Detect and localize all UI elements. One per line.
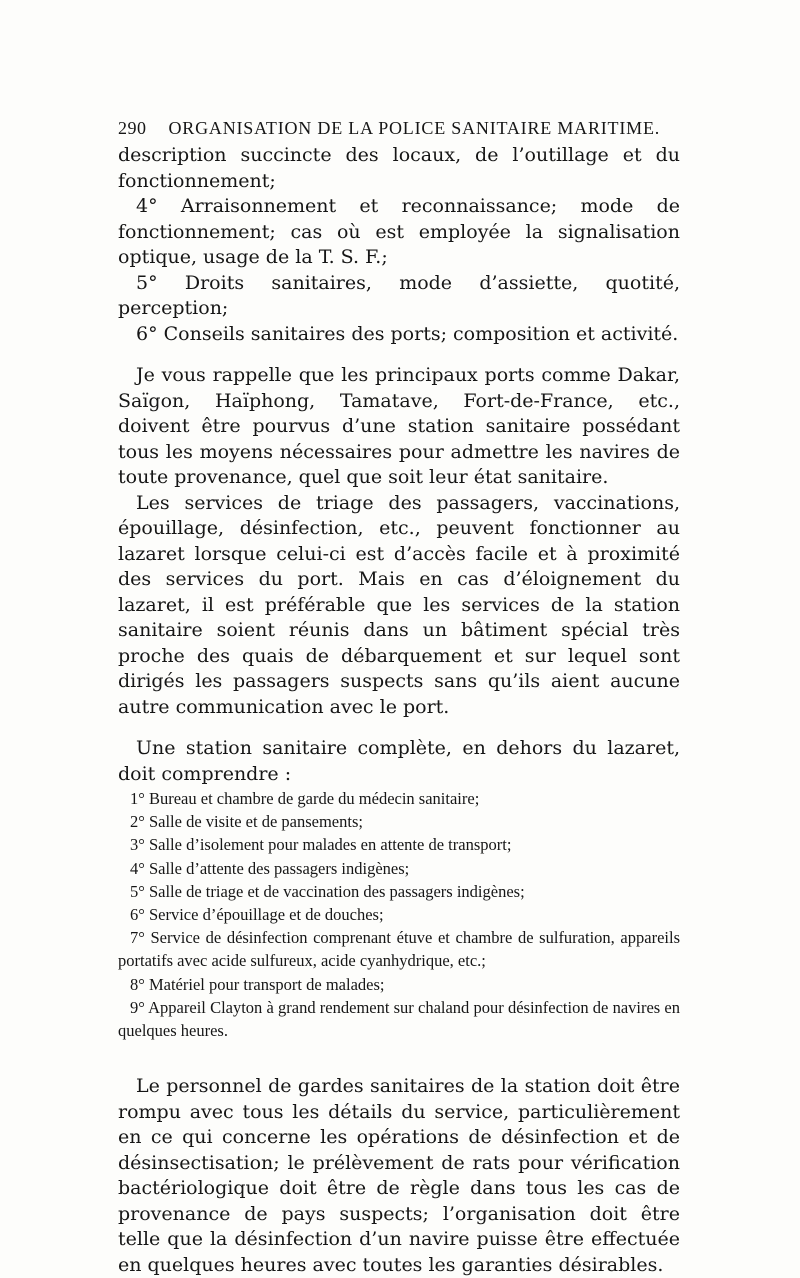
list-item: 5° Salle de triage et de vaccination des passagers indigènes; (130, 881, 525, 901)
list-item: 7° Service de désinfection comprenant étuve et chambre de sulfuration, appareils portatifs avec acide sulfureux, acide cyanhydrique, etc.; (118, 928, 680, 971)
running-title: ORGANISATION DE LA POLICE SANITAIRE MARITIME. (168, 118, 661, 138)
list-item: 2° Salle de visite et de pansements; (130, 812, 363, 832)
list-item: 6° Service d’épouillage et de douches; (130, 905, 384, 925)
numbered-item-4: 4° Arraisonnement et reconnaissance; mode de fonctionnement; cas où est employée la signalisation optique, usage de la T. S. F.; (118, 195, 680, 268)
list-item: 8° Matériel pour transport de malades; (130, 974, 385, 994)
facility-list (118, 787, 680, 1042)
numbered-item-5: 5° Droits sanitaires, mode d’assiette, quotité, perception; (118, 271, 680, 319)
list-item: 4° Salle d’attente des passagers indigènes; (130, 858, 410, 878)
list-item: 3° Salle d’isolement pour malades en attente de transport; (130, 835, 512, 855)
page-header (118, 118, 680, 139)
document-page (118, 118, 680, 1278)
paragraph-station-sanitaire: Une station sanitaire complète, en dehors du lazaret, doit comprendre : (118, 737, 680, 785)
paragraph-personnel: Le personnel de gardes sanitaires de la station doit être rompu avec tous les détails du service, particulièrement en ce qui concerne les opérations de désinfection et de désinsectisation; le prélèvement de rats pour vérification bactériologique doit être de règle dans tous les cas de provenance de pays suspects; l’organisation doit être telle que la désinfection d’un navire puisse être effectuée en quelques heures avec toutes les garanties désirables. (118, 1075, 680, 1276)
numbered-item-6: 6° Conseils sanitaires des ports; composition et activité. (136, 322, 679, 345)
paragraph-principal-ports: Je vous rappelle que les principaux ports comme Dakar, Saïgon, Haïphong, Tamatave, Fort-de-France, etc., doivent être pourvus d’une station sanitaire possédant tous les moyens nécessaires pour admettre les navires de toute provenance, quel que soit leur état sanitaire. (118, 364, 680, 488)
paragraph-services-triage: Les services de triage des passagers, vaccinations, épouillage, désinfection, etc., peuvent fonctionner au lazaret lorsque celui-ci est d’accès facile et à proximité des services du port. Mais en cas d’éloignement du lazaret, il est préférable que les services de la station sanitaire soient réunis dans un bâtiment spécial très proche des quais de débarquement et sur lequel sont dirigés les passagers suspects sans qu’ils aient aucune autre communication avec le port. (118, 491, 680, 718)
list-item: 1° Bureau et chambre de garde du médecin sanitaire; (130, 789, 480, 808)
list-item: 9° Appareil Clayton à grand rendement sur chaland pour désinfection de navires en quelques heures. (118, 997, 680, 1041)
intro-continuation: description succincte des locaux, de l’outillage et du fonctionnement; (118, 144, 680, 192)
page-number: 290 (118, 118, 147, 138)
